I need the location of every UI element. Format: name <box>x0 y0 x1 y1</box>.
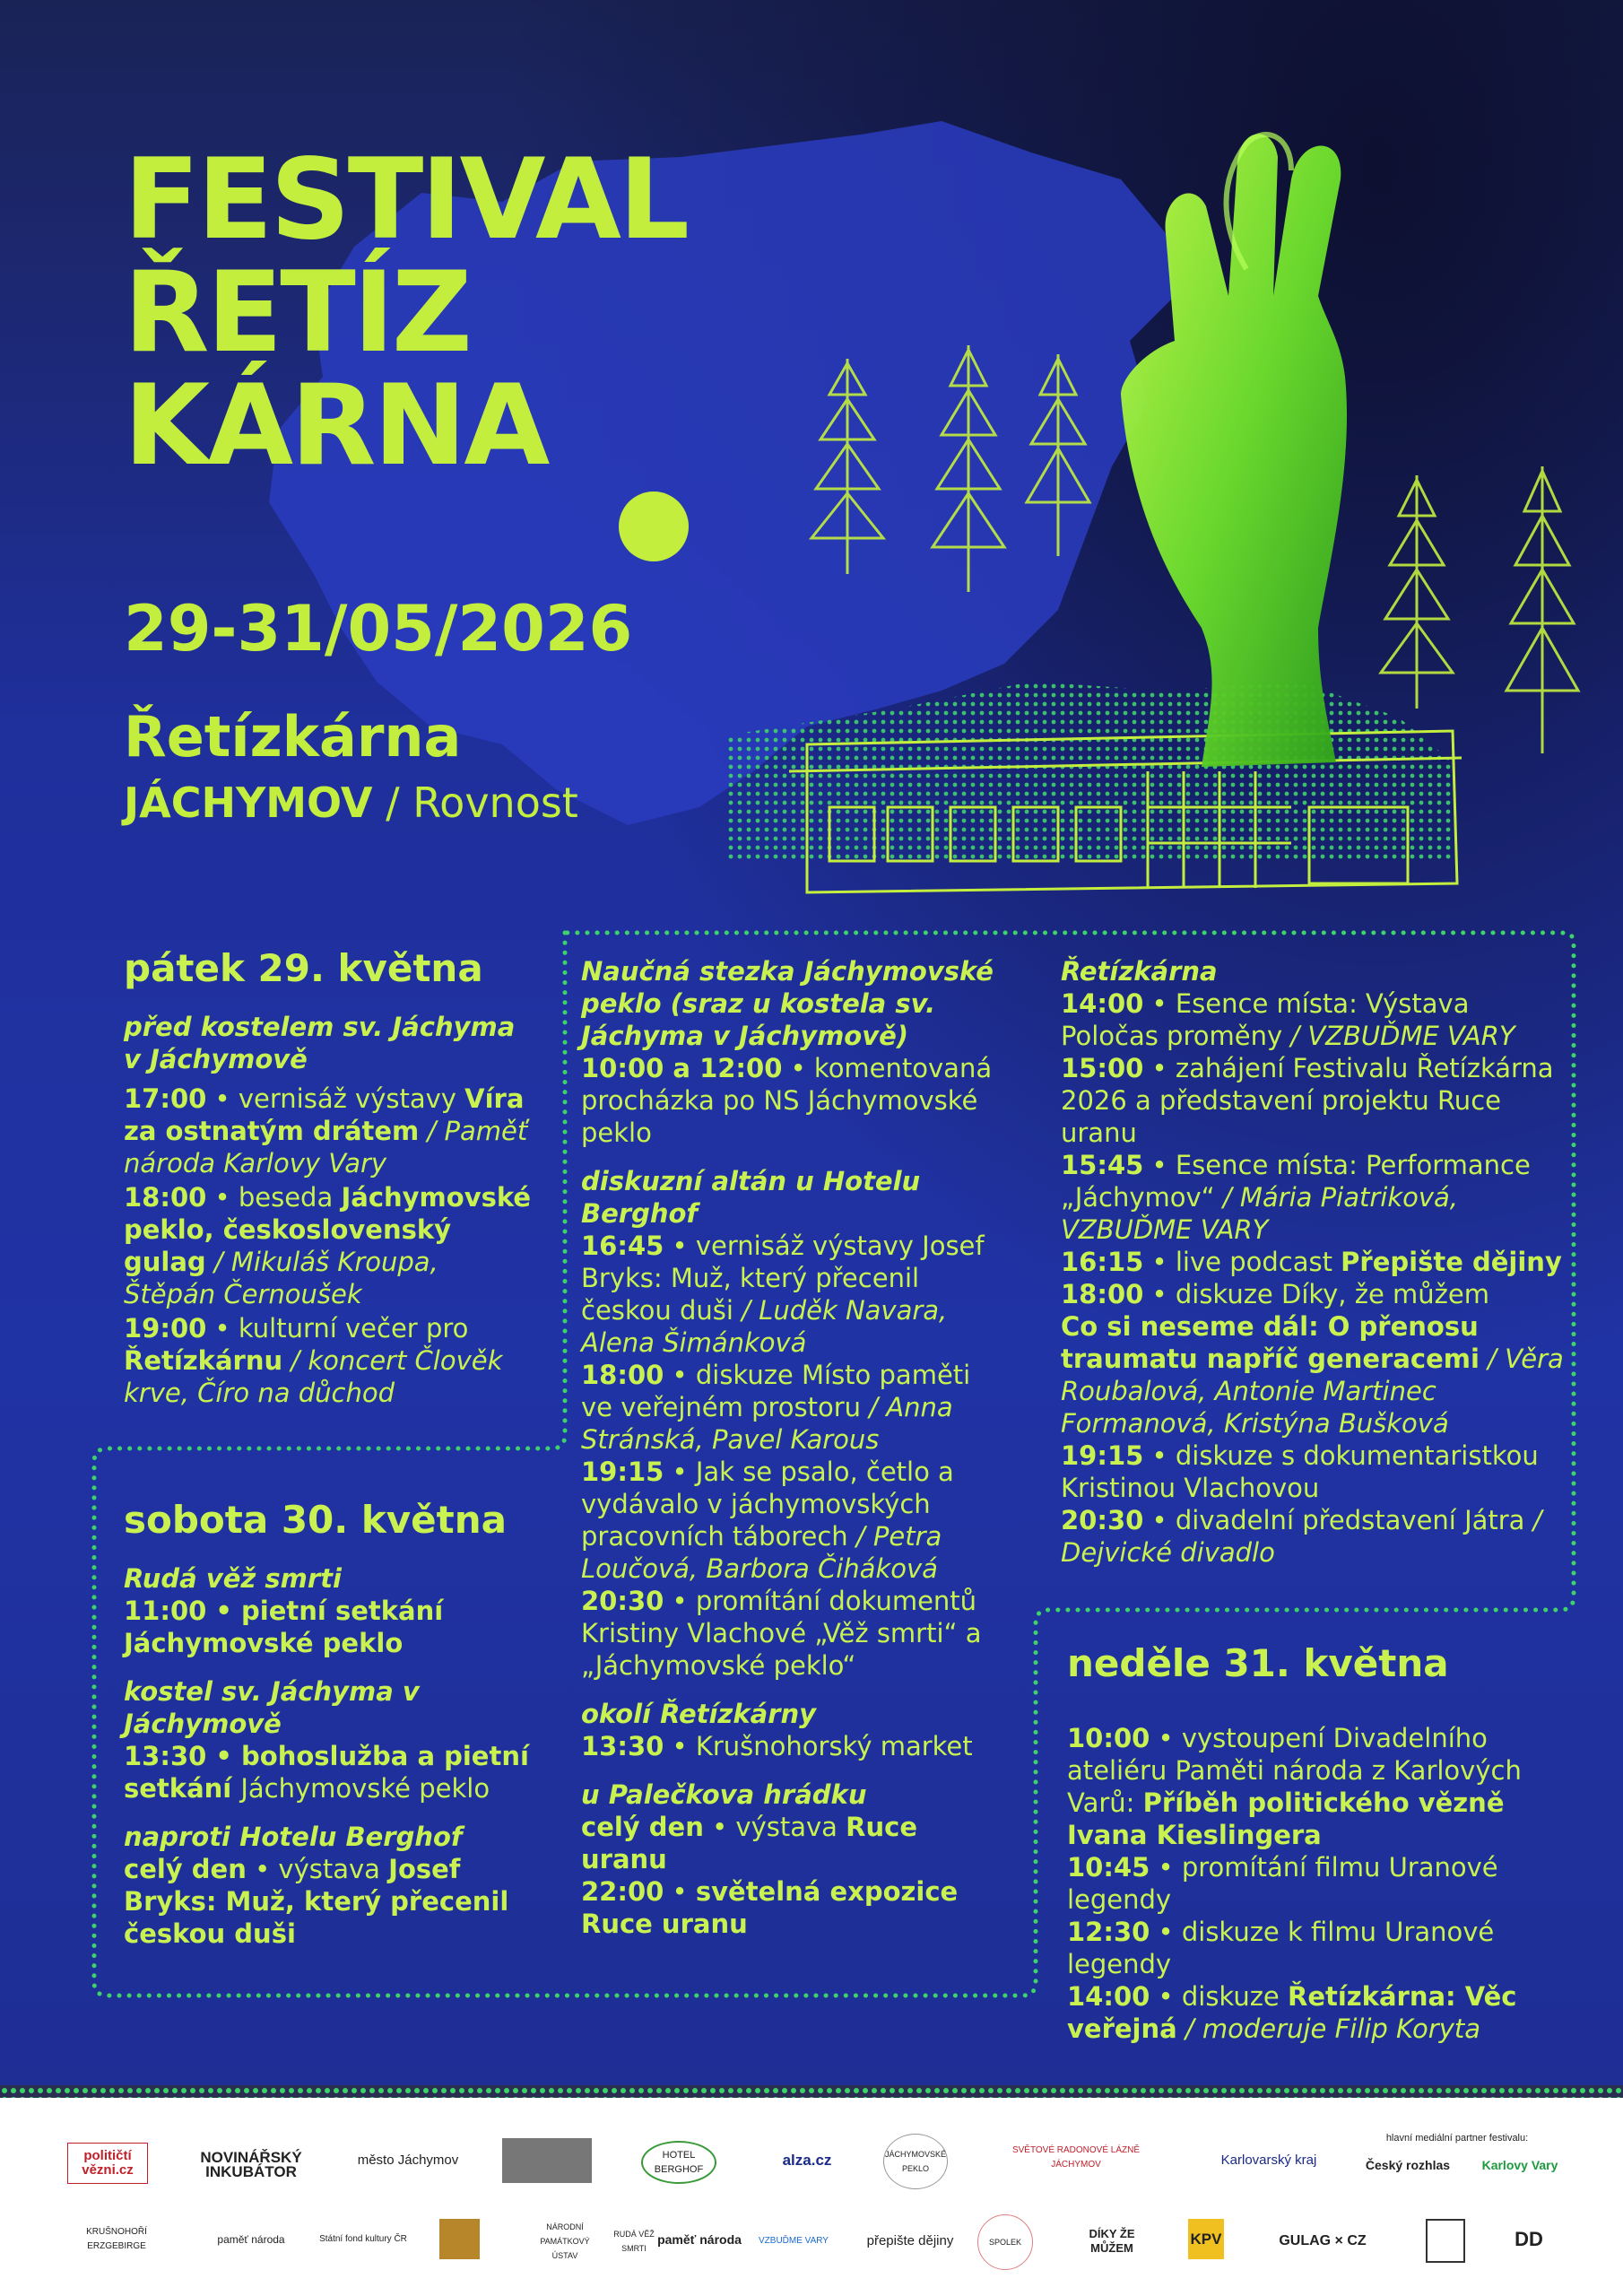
logo-statni-fond-kultury: Státní fond kultury ČR <box>319 2233 407 2244</box>
saturday-program <box>124 1498 536 1966</box>
title-dot <box>619 491 689 561</box>
logo-ruda-vez-smrti: RUDÁ VĚŽ SMRTI <box>613 2230 655 2253</box>
event-item: 19:00 • kulturní večer pro Řetízkárnu / koncert Člověk krve, Číro na důchod <box>124 1313 503 1408</box>
town-separator: / <box>372 778 413 827</box>
logo-vzbudme-vary: VZBUĎME VARY <box>759 2236 829 2246</box>
place-heading: před kostelem sv. Jáchyma v Jáchymově <box>124 1012 516 1074</box>
day-heading-sunday: neděle 31. května <box>1067 1641 1449 1685</box>
event-item: 15:00 • zahájení Festivalu Řetízkárna 2026 a představení projektu Ruce uranu <box>1061 1053 1554 1148</box>
day-heading-saturday: sobota 30. května <box>124 1498 507 1542</box>
event-item: 17:00 • vernisáž výstavy Víra za ostnatým drátem / Paměť národa Karlovy Vary <box>124 1083 528 1178</box>
festival-title <box>124 135 687 491</box>
event-item: 18:00 • beseda Jáchymovské peklo, československý gulag / Mikuláš Kroupa, Štěpán Černoušek <box>124 1182 532 1309</box>
logo-cube-icon <box>1426 2219 1465 2263</box>
place-heading: Rudá věž smrti <box>124 1563 342 1594</box>
place-heading: okolí Řetízkárny <box>581 1699 817 1729</box>
event-item: 22:00 • světelná expozice Ruce uranu <box>581 1876 959 1939</box>
logo-kpv: KPV <box>1188 2219 1224 2259</box>
saturday-program-right <box>1061 955 1572 1585</box>
place-heading: Naučná stezka Jáchymovské peklo (sraz u kostela sv. Jáchyma v Jáchymově) <box>581 956 994 1051</box>
place-heading: naproti Hotelu Berghof <box>124 1822 463 1852</box>
venue-name: Řetízkárna <box>124 704 462 770</box>
place-heading: diskuzní altán u Hotelu Berghof <box>581 1166 921 1229</box>
logo-diky-ze-muzem: DÍKY ŽE MŮŽEM <box>1089 2227 1135 2255</box>
logo-pamet-naroda: paměť národa <box>657 2231 742 2247</box>
event-item: 10:45 • promítání filmu Uranové legendy <box>1067 1852 1498 1915</box>
event-item: celý den • výstava Josef Bryks: Muž, který přecenil českou duši <box>124 1854 509 1949</box>
event-item: 20:30 • promítání dokumentů Kristiny Vlachové „Věž smrti“ a „Jáchymovské peklo“ <box>581 1586 982 1681</box>
sunday-program <box>1067 1641 1569 2061</box>
event-item: 16:45 • vernisáž výstavy Josef Bryks: Muž, který přecenil českou duši / Luděk Navara, Alena Šimánková <box>581 1231 985 1358</box>
festival-dates: 29-31/05/2026 <box>124 592 633 665</box>
logo-pamet-naroda-kraj: paměť národa <box>217 2232 285 2246</box>
logo-alza: alza.cz <box>782 2152 832 2169</box>
tree-icon <box>1381 475 1453 709</box>
town-line <box>124 778 578 827</box>
event-item: 14:00 • Esence místa: Výstava Poločas proměny / VZBUĎME VARY <box>1061 988 1515 1051</box>
logo-novinarsky-inkubator: NOVINÁŘSKÝ INKUBÁTOR <box>200 2149 302 2180</box>
logo-gulag-cz: GULAG × CZ <box>1279 2233 1367 2248</box>
logo-dd: DD <box>1515 2227 1543 2250</box>
event-item: 18:00 • diskuze Místo paměti ve veřejném prostoru / Anna Stránská, Pavel Karous <box>581 1360 971 1455</box>
partner-logos <box>0 2098 1623 2296</box>
logo-prepiste-dejiny: přepište dějiny <box>866 2233 954 2248</box>
day-heading-friday: pátek 29. května <box>124 946 483 990</box>
friday-program <box>124 946 536 1425</box>
logo-krusnohori: KRUŠNOHOŘÍ ERZGEBIRGE <box>86 2226 147 2251</box>
logo-mesto-jachymov: město Jáchymov <box>357 2152 459 2168</box>
place-heading: kostel sv. Jáchyma v Jáchymově <box>124 1676 420 1739</box>
logo-karlovarsky-kraj: Karlovarský kraj <box>1220 2152 1317 2168</box>
event-item: 13:30 • bohoslužba a pietní setkání Jáchymovské peklo <box>124 1741 529 1804</box>
town-part: Rovnost <box>412 778 578 827</box>
title-line: FESTIVAL <box>124 135 687 265</box>
event-item: 18:00 • diskuze Díky, že můžem Co si neseme dál: O přenosu traumatu napříč generacemi / Věra Roubalová, Antonie Martinec Formanová, Kristýna Bušková <box>1061 1279 1564 1439</box>
logo-karlovy-vary-radio: Karlovy Vary <box>1481 2158 1558 2172</box>
event-item: 20:30 • divadelní představení Játra / Dejvické divadlo <box>1061 1505 1542 1568</box>
event-item: 14:00 • diskuze Řetízkárna: Věc veřejná / moderuje Filip Koryta <box>1067 1981 1517 2044</box>
event-item: celý den • výstava Ruce uranu <box>581 1812 917 1874</box>
event-item: 16:15 • live podcast Přepište dějiny <box>1061 1247 1562 1277</box>
logo-cesky-rozhlas: Český rozhlas <box>1365 2158 1451 2172</box>
logo-npu: NÁRODNÍ PAMÁTKOVÝ ÚSTAV <box>540 2222 590 2260</box>
strip-dots <box>0 2086 1623 2099</box>
event-item: 15:45 • Esence místa: Performance „Jáchymov“ / Mária Piatriková, VZBUĎME VARY <box>1061 1150 1531 1245</box>
saturday-program-middle <box>581 955 1007 1956</box>
event-item: 10:00 a 12:00 • komentovaná procházka po NS Jáchymovské peklo <box>581 1053 993 1148</box>
event-item: 13:30 • Krušnohorský market <box>581 1731 973 1761</box>
logo-hotel-berghof: HOTEL BERGHOF <box>641 2141 716 2184</box>
place-heading: Řetízkárna <box>1061 956 1218 987</box>
poster-bottom-strip <box>0 2085 1623 2098</box>
logo-building-photo <box>502 2138 592 2183</box>
event-item: 11:00 • pietní setkání Jáchymovské peklo <box>124 1596 444 1658</box>
town-city: JÁCHYMOV <box>124 778 373 827</box>
title-line: KÁRNA <box>124 361 548 491</box>
logo-spolek: SPOLEK <box>977 2214 1033 2270</box>
place-heading: u Palečkova hrádku <box>581 1779 867 1810</box>
title-line: ŘETÍZ <box>124 248 470 378</box>
event-item: 19:15 • Jak se psalo, četlo a vydávalo v jáchymovských pracovních táborech / Petra Loučová, Barbora Čiháková <box>581 1457 954 1584</box>
media-partner-label: hlavní mediální partner festivalu: <box>1385 2133 1529 2144</box>
logo-jachymovske-peklo: JÁCHYMOVSKÉ PEKLO <box>883 2134 948 2189</box>
tree-icon <box>1506 466 1578 753</box>
event-item: 10:00 • vystoupení Divadelního ateliéru Paměti národa z Karlových Varů: Příběh politického vězně Ivana Kieslingera <box>1067 1723 1522 1850</box>
event-item: 19:15 • diskuze s dokumentaristkou Kristinou Vlachovou <box>1061 1440 1539 1503</box>
event-item: 12:30 • diskuze k filmu Uranové legendy <box>1067 1917 1495 1979</box>
logo-politicti-vezni: političtí vězni.cz <box>67 2143 148 2184</box>
logo-lazne-jachymov: SVĚTOVÉ RADONOVÉ LÁZNĚ JÁCHYMOV <box>1011 2145 1141 2170</box>
logo-coat-of-arms <box>439 2219 480 2259</box>
